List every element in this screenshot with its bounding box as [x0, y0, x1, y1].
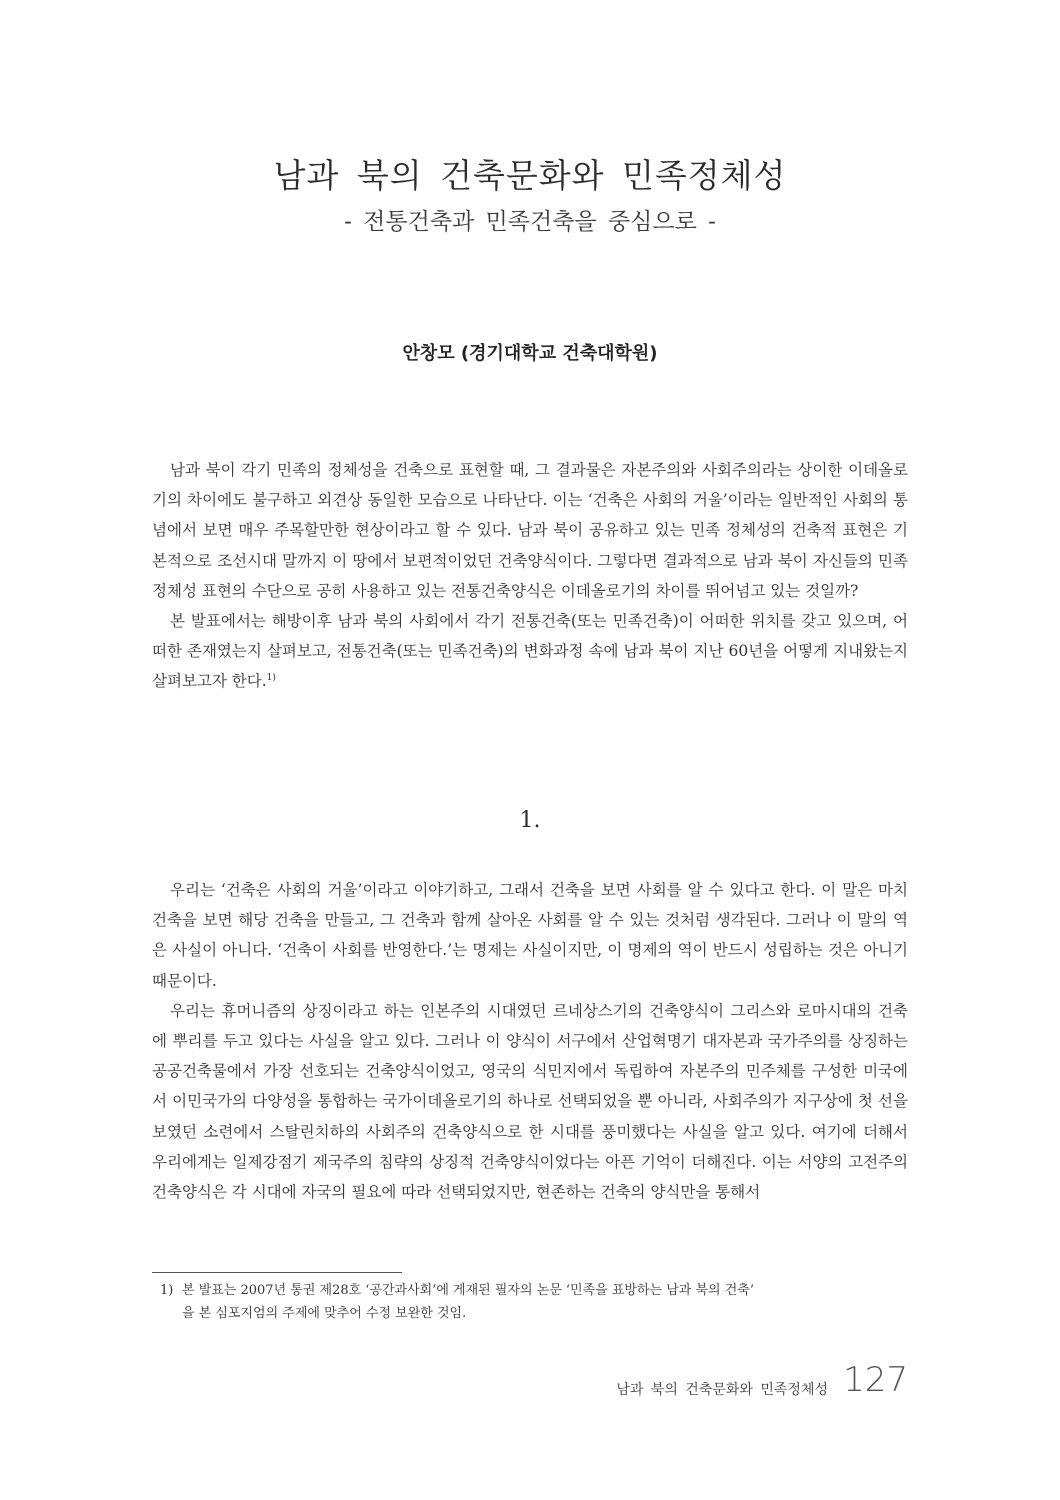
footnote-divider [152, 1272, 402, 1273]
footnote [160, 1279, 908, 1325]
footnote-line-2: 을 본 심포지엄의 주제에 맞추어 수정 보완한 것임. [182, 1306, 467, 1321]
footnote-line-1 [160, 1279, 908, 1302]
page-number: 127 [843, 1360, 908, 1400]
paper-subtitle: - 전통건축과 민족건축을 중심으로 - [344, 209, 716, 235]
footnote-number: 1) [160, 1283, 174, 1298]
intro-paragraph-2 [152, 606, 908, 697]
section-1-paragraph-2: 우리는 휴머니즘의 상징이라고 하는 인본주의 시대였던 르네상스기의 건축양식이 그리스와 로마시대의 건축에 뿌리를 두고 있다는 사실을 알고 있다. 그러나 이 양식이 서구에서 산업혁명기 대자본과 국가주의를 상징하는 공공건축물에서 가장 선호되는 건축양식이었고, 영국의 식민지에서 독립하여 자본주의 민주체를 구성한 미국에서 이민국가의 다양성을 통합하는 국가이데올로기의 하나로 선택되었을 뿐 아니라, 사회주의가 지구상에 첫 선을 보였던 소련에서 스탈린치하의 사회주의 건축양식으로 한 시대를 풍미했다는 사실을 알고 있다. 여기에 더해서 우리에게는 일제강점기 제국주의 침략의 상징적 건축양식이었다는 아픈 기억이 더해진다. 이는 서양의 고전주의 건축양식은 각 시대에 자국의 필요에 따라 선택되었지만, 현존하는 건축의 양식만을 통해서 [152, 1001, 908, 1202]
paper-title: 남과 북의 건축문화와 민족정체성 [273, 156, 787, 195]
section-1-body [152, 875, 908, 1207]
section-1-paragraph-1: 우리는 ‘건축은 사회의 거울’이라고 이야기하고, 그래서 건축을 보면 사회를 알 수 있다고 한다. 이 말은 마치 건축을 보면 해당 건축을 만들고, 그 건축과 함께 살아온 사회를 알 수 있는 것처럼 생각된다. 그러나 이 말의 역은 사실이 아니다. ‘건축이 사회를 반영한다.’는 명제는 사실이지만, 이 명제의 역이 반드시 성립하는 것은 아니기 때문이다. [152, 881, 908, 990]
running-footer-title: 남과 북의 건축문화와 민족정체성 [616, 1382, 828, 1398]
intro-section [152, 455, 908, 697]
section-1-heading: 1. [519, 808, 541, 833]
footnote-text-1: 본 발표는 2007년 통권 제28호 ‘공간과사회’에 게재된 필자의 논문 ‘민족을 표방하는 남과 북의 건축’ [182, 1283, 754, 1298]
footnote-reference[interactable]: 1) [266, 673, 276, 684]
intro-paragraph-1: 남과 북이 각기 민족의 정체성을 건축으로 표현할 때, 그 결과물은 자본주의와 사회주의라는 상이한 이데올로기의 차이에도 불구하고 외견상 동일한 모습으로 나타난다. 이는 ‘건축은 사회의 거울’이라는 일반적인 사회의 통념에서 보면 매우 주목할만한 현상이라고 할 수 있다. 남과 북이 공유하고 있는 민족 정체성의 건축적 표현은 기본적으로 조선시대 말까지 이 땅에서 보편적이었던 건축양식이다. 그렇다면 결과적으로 남과 북이 자신들의 민족정체성 표현의 수단으로 공히 사용하고 있는 전통건축양식은 이데올로기의 차이를 뛰어넘고 있는 것일까? [152, 461, 908, 600]
intro-paragraph-2-text: 본 발표에서는 해방이후 남과 북의 사회에서 각기 전통건축(또는 민족건축)이 어떠한 위치를 갖고 있으며, 어떠한 존재였는지 살펴보고, 전통건축(또는 민족건축)의 변화과정 속에 남과 북이 지난 60년을 어떻게 지내왔는지 살펴보고자 한다. [152, 612, 908, 691]
author-affiliation: 안창모 (경기대학교 건축대학원) [402, 343, 658, 364]
